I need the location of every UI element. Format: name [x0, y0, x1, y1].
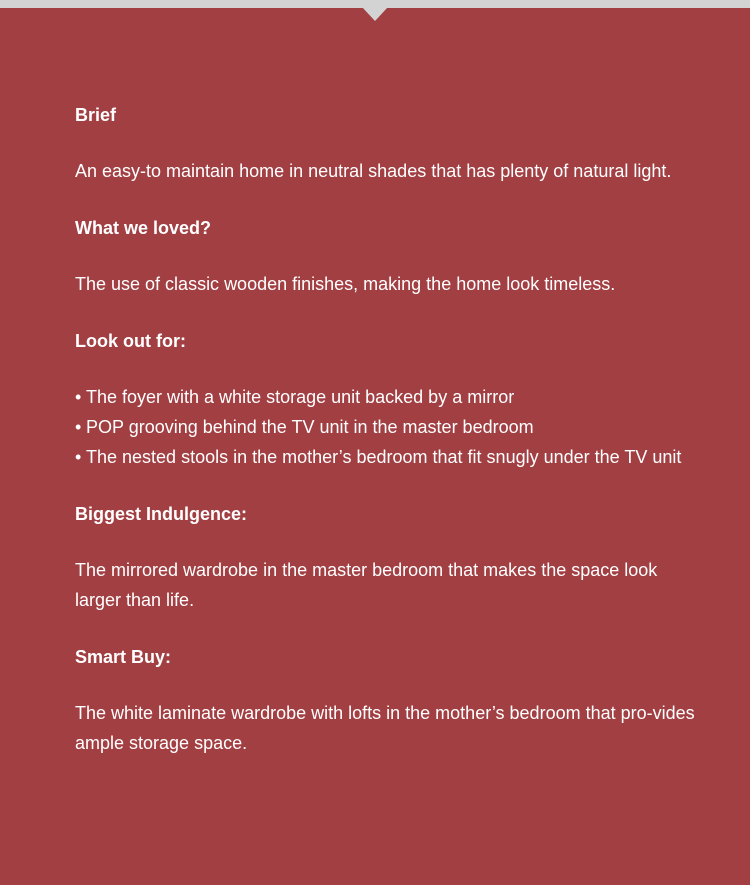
section-heading-look-out-for: Look out for:: [75, 331, 186, 351]
section-text-smart-buy: The white laminate wardrobe with lofts in the mother’s bedroom that pro-vides ample storage space.: [75, 703, 695, 753]
bullet-icon: •: [75, 417, 82, 437]
section-heading-brief: Brief: [75, 105, 117, 125]
list-item: [75, 442, 695, 472]
section-text-brief: An easy-to maintain home in neutral shades that has plenty of natural light.: [75, 161, 672, 181]
section-heading-what-we-loved: What we loved?: [75, 218, 212, 238]
list-item-text: POP grooving behind the TV unit in the master bedroom: [86, 417, 534, 437]
list-item-text: The foyer with a white storage unit backed by a mirror: [86, 387, 515, 407]
article-content: [75, 100, 695, 785]
pointer-triangle-icon: [362, 7, 388, 21]
list-item: [75, 382, 695, 412]
look-out-for-list: [75, 382, 695, 472]
list-item-text: The nested stools in the mother’s bedroom that fit snugly under the TV unit: [86, 447, 682, 467]
section-text-what-we-loved: The use of classic wooden finishes, making the home look timeless.: [75, 274, 616, 294]
section-heading-biggest-indulgence: Biggest Indulgence:: [75, 504, 248, 524]
section-text-biggest-indulgence: The mirrored wardrobe in the master bedroom that makes the space look larger than life.: [75, 560, 658, 610]
bullet-icon: •: [75, 387, 82, 407]
section-heading-smart-buy: Smart Buy:: [75, 647, 172, 667]
bullet-icon: •: [75, 447, 82, 467]
list-item: [75, 412, 695, 442]
